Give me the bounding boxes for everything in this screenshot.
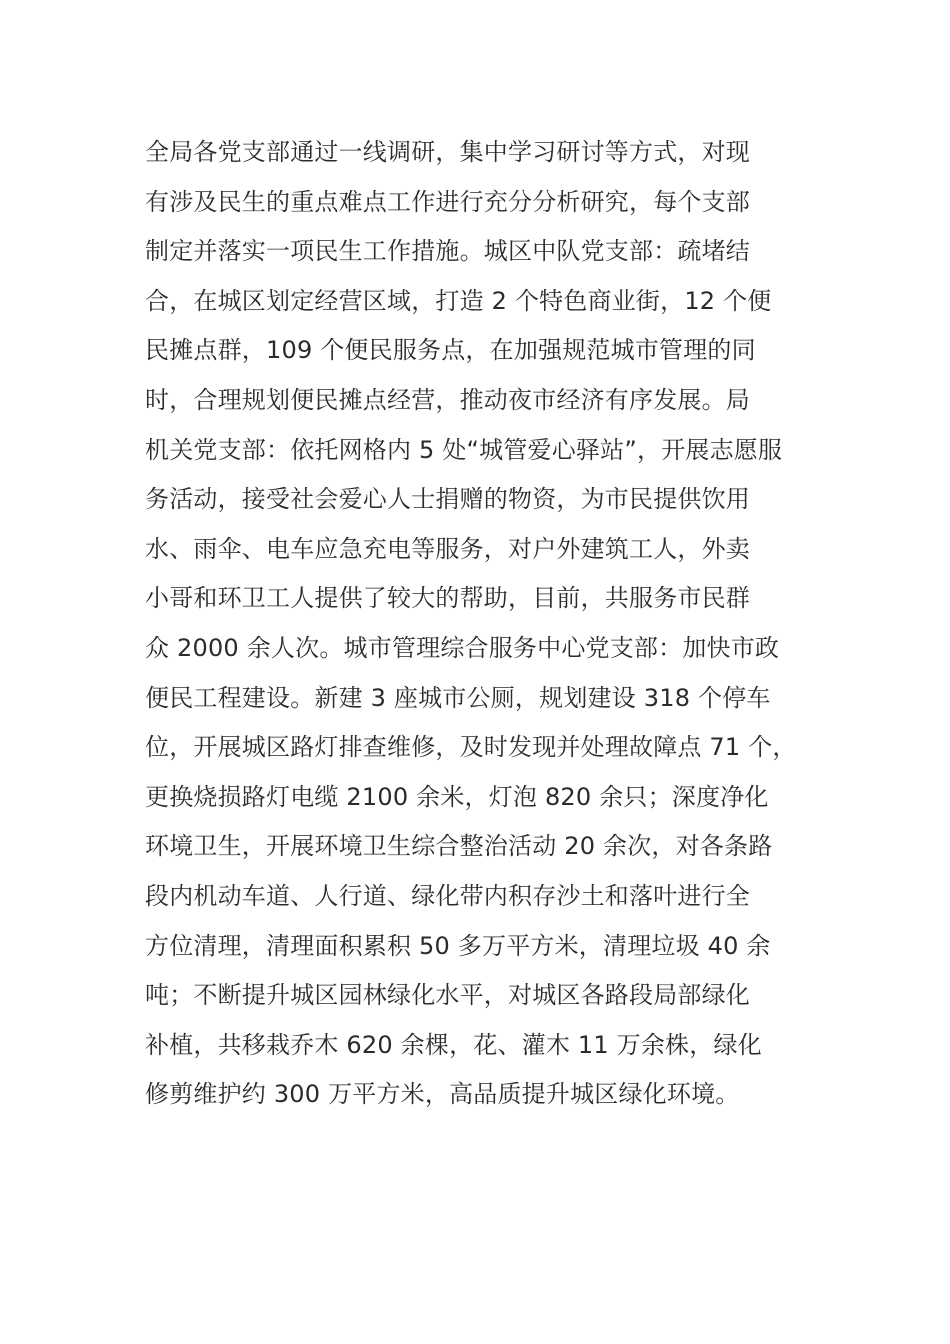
paragraph-line: 更换烧损路灯电缆 2100 余米，灯泡 820 余只；深度净化 — [145, 782, 769, 811]
paragraph-line: 全局各党支部通过一线调研，集中学习研讨等方式，对现 — [145, 138, 750, 166]
paragraph-line: 时，合理规划便民摊点经营，推动夜市经济有序发展。局 — [145, 385, 750, 414]
paragraph-line: 补植，共移栽乔木 620 余棵，花、灌木 11 万余株，绿化 — [145, 1030, 762, 1059]
paragraph-line: 环境卫生，开展环境卫生综合整治活动 20 余次，对各条路 — [145, 832, 773, 861]
paragraph-line: 水、雨伞、电车应急充电等服务，对户外建筑工人，外卖 — [145, 534, 750, 563]
paragraph-line: 方位清理，清理面积累积 50 多万平方米，清理垃圾 40 余 — [145, 931, 771, 960]
paragraph-line: 段内机动车道、人行道、绿化带内积存沙土和落叶进行全 — [145, 881, 750, 910]
paragraph-line: 合，在城区划定经营区域，打造 2 个特色商业街，12 个便 — [145, 286, 772, 315]
paragraph-line: 位，开展城区路灯排查维修，及时发现并处理故障点 71 个， — [145, 733, 797, 762]
paragraph-line: 制定并落实一项民生工作措施。城区中队党支部：疏堵结 — [145, 237, 750, 266]
paragraph-line: 务活动，接受社会爱心人士捐赠的物资，为市民提供饮用 — [145, 485, 750, 514]
paragraph-line: 有涉及民生的重点难点工作进行充分分析研究，每个支部 — [145, 187, 750, 216]
paragraph-line: 众 2000 余人次。城市管理综合服务中心党支部：加快市政 — [145, 633, 780, 662]
paragraph-line: 吨；不断提升城区园林绿化水平，对城区各路段局部绿化 — [145, 981, 750, 1010]
paragraph-line: 便民工程建设。新建 3 座城市公厕，规划建设 318 个停车 — [145, 683, 771, 712]
paragraph-line: 修剪维护约 300 万平方米，高品质提升城区绿化环境。 — [145, 1080, 740, 1109]
body-paragraph — [145, 128, 845, 1120]
paragraph-line: 小哥和环卫工人提供了较大的帮助，目前，共服务市民群 — [145, 584, 750, 613]
paragraph-line: 民摊点群，109 个便民服务点，在加强规范城市管理的同 — [145, 336, 756, 365]
paragraph-line: 机关党支部：依托网格内 5 处“城管爱心驿站”，开展志愿服 — [145, 435, 783, 464]
